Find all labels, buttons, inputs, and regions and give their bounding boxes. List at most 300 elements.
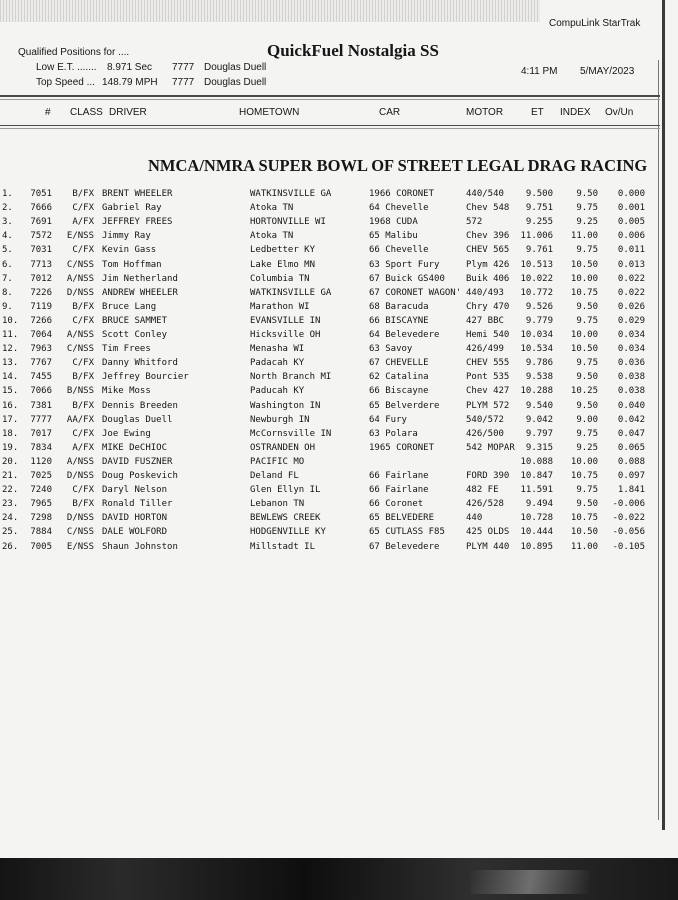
row-over-under: -0.056 xyxy=(612,527,645,538)
scan-glare xyxy=(470,870,590,894)
row-motor: CHEV 555 xyxy=(466,358,510,369)
row-position: 9. xyxy=(2,301,13,312)
row-hometown: Newburgh IN xyxy=(250,414,310,425)
row-et: 9.540 xyxy=(525,400,553,411)
row-car-number: 7066 xyxy=(30,386,52,397)
row-et: 9.315 xyxy=(525,442,553,453)
row-car-number: 7834 xyxy=(30,442,52,453)
row-car-number: 7031 xyxy=(30,245,52,256)
column-header-car: CAR xyxy=(379,107,401,118)
table-row xyxy=(0,413,660,427)
row-class: A/NSS xyxy=(66,330,94,340)
row-car-number: 7965 xyxy=(30,499,52,510)
row-car: 62 Catalina xyxy=(369,372,429,383)
row-over-under: 0.088 xyxy=(617,456,645,467)
row-motor: Chry 470 xyxy=(466,301,510,312)
row-car-number: 7012 xyxy=(30,273,52,284)
table-row xyxy=(0,286,660,300)
table-row xyxy=(0,525,660,539)
row-position: 1. xyxy=(2,189,13,199)
row-driver: Tim Frees xyxy=(102,344,151,355)
row-et: 9.255 xyxy=(525,217,553,228)
row-driver: JEFFREY FREES xyxy=(102,217,173,228)
row-index: 10.50 xyxy=(570,527,598,538)
row-car-number: 7025 xyxy=(30,471,52,481)
row-car-number: 7884 xyxy=(30,527,52,538)
row-hometown: WATKINSVILLE GA xyxy=(250,189,332,199)
row-driver: Ronald Tiller xyxy=(102,499,173,510)
row-position: 16. xyxy=(2,400,19,411)
row-driver: Bruce Lang xyxy=(102,301,157,312)
row-position: 22. xyxy=(2,485,19,496)
column-header-rule-thin xyxy=(0,128,660,129)
row-et: 9.494 xyxy=(525,499,553,510)
row-car-number: 7005 xyxy=(30,541,52,552)
row-position: 10. xyxy=(2,315,19,326)
row-index: 10.50 xyxy=(570,259,598,270)
row-et: 10.034 xyxy=(520,330,553,340)
header-rule-thin xyxy=(0,99,660,100)
row-motor: Pont 535 xyxy=(466,372,510,383)
row-motor: Plym 426 xyxy=(466,259,510,270)
row-motor: 542 MOPAR xyxy=(466,442,515,453)
row-index: 9.25 xyxy=(576,442,598,453)
row-driver: Shaun Johnston xyxy=(102,541,178,552)
row-et: 10.772 xyxy=(520,287,553,298)
row-et: 9.042 xyxy=(525,414,553,425)
row-hometown: Deland FL xyxy=(250,471,299,481)
row-car: 1965 CORONET xyxy=(369,442,435,453)
row-car: 65 BELVEDERE xyxy=(369,513,435,524)
row-motor: 426/500 xyxy=(466,428,504,439)
row-et: 10.513 xyxy=(520,259,553,270)
row-car: 65 Malibu xyxy=(369,231,418,242)
row-hometown: WATKINSVILLE GA xyxy=(250,287,332,298)
row-index: 10.25 xyxy=(570,386,598,397)
row-over-under: 0.026 xyxy=(617,301,645,312)
row-position: 21. xyxy=(2,471,19,481)
column-header-class: CLASS xyxy=(70,107,103,118)
row-et: 10.534 xyxy=(520,344,553,355)
row-over-under: 0.029 xyxy=(617,315,645,326)
row-index: 10.00 xyxy=(570,330,598,340)
row-driver: Gabriel Ray xyxy=(102,203,162,214)
row-car-number: 7381 xyxy=(30,400,52,411)
row-motor: 440/540 xyxy=(466,189,504,199)
top-speed-label: Top Speed ... xyxy=(36,77,95,88)
header-rule xyxy=(0,95,660,97)
row-driver: BRUCE SAMMET xyxy=(102,315,168,326)
row-car: 64 Belevedere xyxy=(369,330,440,340)
row-car-number: 7240 xyxy=(30,485,52,496)
row-position: 23. xyxy=(2,499,19,510)
row-car: 67 Belevedere xyxy=(369,541,440,552)
row-position: 14. xyxy=(2,372,19,383)
row-over-under: 0.065 xyxy=(617,442,645,453)
row-index: 9.00 xyxy=(576,414,598,425)
row-hometown: PACIFIC MO xyxy=(250,456,305,467)
row-car-number: 1120 xyxy=(30,456,52,467)
row-driver: Danny Whitford xyxy=(102,358,178,369)
row-car: 67 CHEVELLE xyxy=(369,358,429,369)
column-header-hometown: HOMETOWN xyxy=(239,107,300,118)
row-class: C/NSS xyxy=(66,259,94,270)
table-row xyxy=(0,258,660,272)
column-header-ovun: Ov/Un xyxy=(605,107,634,118)
row-et: 9.797 xyxy=(525,428,553,439)
row-driver: DALE WOLFORD xyxy=(102,527,168,538)
row-motor: 482 FE xyxy=(466,485,499,496)
row-position: 19. xyxy=(2,442,19,453)
row-class: D/NSS xyxy=(66,287,94,298)
row-driver: Douglas Duell xyxy=(102,414,173,425)
table-row xyxy=(0,356,660,370)
row-class: C/FX xyxy=(72,203,94,214)
row-over-under: 0.000 xyxy=(617,189,645,199)
row-driver: Jim Netherland xyxy=(102,273,178,284)
row-motor: Chev 548 xyxy=(466,203,510,214)
row-over-under: 0.034 xyxy=(617,330,645,340)
row-car: 66 Biscayne xyxy=(369,386,429,397)
row-position: 24. xyxy=(2,513,19,524)
row-motor: 427 BBC xyxy=(466,315,504,326)
row-car: 66 Fairlane xyxy=(369,471,429,481)
row-class: B/FX xyxy=(72,301,94,312)
software-brand: CompuLink StarTrak xyxy=(549,18,641,29)
low-et-value: 8.971 Sec xyxy=(107,62,153,73)
row-over-under: 0.011 xyxy=(617,245,645,256)
row-hometown: EVANSVILLE IN xyxy=(250,315,321,326)
row-class: B/FX xyxy=(72,372,94,383)
row-motor: 425 OLDS xyxy=(466,527,510,538)
table-row xyxy=(0,314,660,328)
row-over-under: -0.105 xyxy=(612,541,645,552)
row-et: 9.526 xyxy=(525,301,553,312)
row-class: D/NSS xyxy=(66,471,94,481)
row-index: 10.75 xyxy=(570,287,598,298)
row-motor: Buik 406 xyxy=(466,273,510,284)
row-driver: Tom Hoffman xyxy=(102,259,162,270)
event-title: NMCA/NMRA SUPER BOWL OF STREET LEGAL DRAG RACING xyxy=(148,156,648,175)
low-et-number: 7777 xyxy=(172,62,195,73)
row-class: E/NSS xyxy=(66,541,94,552)
row-car-number: 7064 xyxy=(30,330,52,340)
table-row xyxy=(0,243,660,257)
row-car-number: 7455 xyxy=(30,372,52,383)
row-hometown: McCornsville IN xyxy=(250,428,332,439)
row-et: 9.538 xyxy=(525,372,553,383)
table-row xyxy=(0,511,660,525)
row-position: 2. xyxy=(2,203,13,214)
row-class: A/NSS xyxy=(66,273,94,284)
row-car-number: 7226 xyxy=(30,287,52,298)
row-driver: Kevin Gass xyxy=(102,245,157,256)
row-index: 9.75 xyxy=(576,485,598,496)
row-index: 10.75 xyxy=(570,513,598,524)
row-class: E/NSS xyxy=(66,231,94,242)
row-over-under: -0.022 xyxy=(612,513,645,524)
row-car-number: 7572 xyxy=(30,231,52,242)
report-date: 5/MAY/2023 xyxy=(580,66,635,77)
table-row xyxy=(0,469,660,483)
table-row xyxy=(0,300,660,314)
row-index: 10.75 xyxy=(570,471,598,481)
row-et: 11.006 xyxy=(520,231,553,242)
row-position: 20. xyxy=(2,456,19,467)
row-index: 9.75 xyxy=(576,315,598,326)
row-hometown: Menasha WI xyxy=(250,344,305,355)
table-row xyxy=(0,540,660,554)
row-car: 66 Fairlane xyxy=(369,485,429,496)
row-index: 10.00 xyxy=(570,456,598,467)
row-driver: Daryl Nelson xyxy=(102,485,168,496)
row-car-number: 7266 xyxy=(30,315,52,326)
row-over-under: 0.013 xyxy=(617,259,645,270)
row-index: 9.75 xyxy=(576,203,598,214)
row-class: B/FX xyxy=(72,400,94,411)
row-car-number: 7051 xyxy=(30,189,52,199)
row-driver: DAVID HORTON xyxy=(102,513,168,524)
row-car-number: 7666 xyxy=(30,203,52,214)
row-driver: Doug Poskevich xyxy=(102,471,178,481)
table-row xyxy=(0,229,660,243)
row-hometown: Glen Ellyn IL xyxy=(250,485,321,496)
low-et-driver: Douglas Duell xyxy=(204,62,267,73)
row-class: C/FX xyxy=(72,428,94,439)
row-hometown: Atoka TN xyxy=(250,231,294,242)
row-car: 67 CORONET WAGON' xyxy=(369,287,462,298)
row-position: 17. xyxy=(2,414,19,425)
row-index: 11.00 xyxy=(570,231,598,242)
row-motor: Hemi 540 xyxy=(466,330,510,340)
table-row xyxy=(0,342,660,356)
row-class: B/NSS xyxy=(66,386,94,397)
row-over-under: 0.036 xyxy=(617,358,645,369)
row-hometown: Paducah KY xyxy=(250,386,305,397)
row-over-under: 0.034 xyxy=(617,344,645,355)
row-car-number: 7963 xyxy=(30,344,52,355)
row-over-under: 0.005 xyxy=(617,217,645,228)
row-motor: PLYM 440 xyxy=(466,541,510,552)
row-index: 9.50 xyxy=(576,499,598,510)
top-speed-number: 7777 xyxy=(172,77,195,88)
row-hometown: Ledbetter KY xyxy=(250,245,316,256)
row-hometown: HORTONVILLE WI xyxy=(250,217,326,228)
row-driver: Jimmy Ray xyxy=(102,231,151,242)
row-class: C/FX xyxy=(72,485,94,496)
row-et: 11.591 xyxy=(520,485,553,496)
column-header-rule xyxy=(0,125,660,126)
row-position: 13. xyxy=(2,358,19,369)
table-row xyxy=(0,201,660,215)
row-over-under: 0.038 xyxy=(617,386,645,397)
page-edge-shadow xyxy=(662,0,665,830)
table-row xyxy=(0,455,660,469)
row-car: 1968 CUDA xyxy=(369,217,418,228)
row-car: 63 Polara xyxy=(369,428,418,439)
row-motor: Chev 427 xyxy=(466,386,510,397)
row-over-under: 0.001 xyxy=(617,203,645,214)
row-car-number: 7767 xyxy=(30,358,52,369)
row-car: 66 Coronet xyxy=(369,499,424,510)
row-over-under: 0.022 xyxy=(617,273,645,284)
row-car: 63 Savoy xyxy=(369,344,413,355)
row-car: 63 Sport Fury xyxy=(369,259,440,270)
row-car: 67 Buick GS400 xyxy=(369,273,445,284)
row-hometown: North Branch MI xyxy=(250,372,332,383)
table-row xyxy=(0,427,660,441)
row-car: 65 CUTLASS F85 xyxy=(369,527,445,538)
row-over-under: 0.042 xyxy=(617,414,645,425)
row-car-number: 7777 xyxy=(30,414,52,425)
row-car-number: 7119 xyxy=(30,301,52,312)
row-motor: Chev 396 xyxy=(466,231,510,242)
row-class: B/FX xyxy=(72,189,94,199)
row-et: 9.786 xyxy=(525,358,553,369)
table-row xyxy=(0,215,660,229)
row-over-under: 0.038 xyxy=(617,372,645,383)
row-hometown: BEWLEWS CREEK xyxy=(250,513,321,524)
row-hometown: Atoka TN xyxy=(250,203,294,214)
row-driver: DAVID FUSZNER xyxy=(102,456,173,467)
row-index: 9.50 xyxy=(576,372,598,383)
row-index: 9.75 xyxy=(576,428,598,439)
table-row xyxy=(0,370,660,384)
table-row xyxy=(0,328,660,342)
row-et: 10.444 xyxy=(520,527,553,538)
row-car: 66 BISCAYNE xyxy=(369,315,429,326)
row-car: 64 Chevelle xyxy=(369,203,429,214)
row-hometown: Lake Elmo MN xyxy=(250,259,316,270)
row-index: 9.75 xyxy=(576,245,598,256)
row-motor: FORD 390 xyxy=(466,471,510,481)
row-index: 9.25 xyxy=(576,217,598,228)
table-row xyxy=(0,272,660,286)
row-over-under: 1.841 xyxy=(617,485,645,496)
row-position: 7. xyxy=(2,273,13,284)
row-driver: MIKE DeCHIOC xyxy=(102,442,168,453)
row-position: 26. xyxy=(2,541,19,552)
row-position: 12. xyxy=(2,344,19,355)
row-position: 8. xyxy=(2,287,13,298)
row-driver: Dennis Breeden xyxy=(102,400,178,411)
row-hometown: Marathon WI xyxy=(250,301,310,312)
row-hometown: Washington IN xyxy=(250,400,321,411)
row-index: 10.00 xyxy=(570,273,598,284)
row-motor: 426/528 xyxy=(466,499,504,510)
row-et: 10.022 xyxy=(520,273,553,284)
row-index: 9.50 xyxy=(576,189,598,199)
row-et: 10.847 xyxy=(520,471,553,481)
row-car-number: 7017 xyxy=(30,428,52,439)
row-et: 10.088 xyxy=(520,456,553,467)
row-class: C/FX xyxy=(72,315,94,326)
row-index: 11.00 xyxy=(570,541,598,552)
row-et: 9.500 xyxy=(525,189,553,199)
row-et: 10.728 xyxy=(520,513,553,524)
row-driver: Jeffrey Bourcier xyxy=(102,372,189,383)
column-header-index: INDEX xyxy=(560,107,591,118)
row-over-under: 0.097 xyxy=(617,471,645,481)
row-car-number: 7691 xyxy=(30,217,52,228)
row-et: 9.751 xyxy=(525,203,553,214)
row-hometown: HODGENVILLE KY xyxy=(250,527,326,538)
row-driver: BRENT WHEELER xyxy=(102,189,173,199)
row-motor: PLYM 572 xyxy=(466,400,510,411)
table-row xyxy=(0,399,660,413)
row-et: 9.761 xyxy=(525,245,553,256)
table-row xyxy=(0,384,660,398)
row-class: C/FX xyxy=(72,245,94,256)
row-hometown: Hicksville OH xyxy=(250,330,321,340)
row-hometown: Padacah KY xyxy=(250,358,305,369)
row-position: 6. xyxy=(2,259,13,270)
row-car: 64 Fury xyxy=(369,414,407,425)
row-hometown: Columbia TN xyxy=(250,273,310,284)
row-over-under: 0.022 xyxy=(617,287,645,298)
row-et: 10.895 xyxy=(520,541,553,552)
row-driver: Joe Ewing xyxy=(102,428,151,439)
row-class: A/FX xyxy=(72,442,94,453)
column-header-pos: # xyxy=(45,107,51,118)
top-speed-value: 148.79 MPH xyxy=(102,77,158,88)
row-car-number: 7713 xyxy=(30,259,52,270)
column-header-motor: MOTOR xyxy=(466,107,504,118)
row-index: 9.75 xyxy=(576,358,598,369)
row-motor: 426/499 xyxy=(466,344,504,355)
row-position: 18. xyxy=(2,428,19,439)
row-position: 3. xyxy=(2,217,13,228)
row-motor: 540/572 xyxy=(466,414,504,425)
row-hometown: OSTRANDEN OH xyxy=(250,442,316,453)
row-class: C/NSS xyxy=(66,344,94,355)
table-row xyxy=(0,187,660,201)
row-car: 68 Baracuda xyxy=(369,301,429,312)
row-class: D/NSS xyxy=(66,513,94,524)
row-hometown: Millstadt IL xyxy=(250,541,316,552)
row-class: B/FX xyxy=(72,499,94,510)
row-class: C/FX xyxy=(72,358,94,369)
page-title: QuickFuel Nostalgia SS xyxy=(267,41,439,60)
row-hometown: Lebanon TN xyxy=(250,499,305,510)
row-car: 1966 CORONET xyxy=(369,189,435,199)
row-car: 66 Chevelle xyxy=(369,245,429,256)
row-position: 25. xyxy=(2,527,19,538)
table-row xyxy=(0,483,660,497)
row-class: A/FX xyxy=(72,217,94,228)
top-speed-driver: Douglas Duell xyxy=(204,77,267,88)
row-motor: 572 xyxy=(466,217,483,228)
qualified-positions-label: Qualified Positions for .... xyxy=(18,47,130,58)
row-position: 5. xyxy=(2,245,13,256)
printer-header-band xyxy=(0,0,540,22)
row-motor: CHEV 565 xyxy=(466,245,510,256)
row-motor: 440/493 xyxy=(466,287,504,298)
report-time: 4:11 PM xyxy=(521,66,558,77)
row-driver: Scott Conley xyxy=(102,330,168,340)
row-car-number: 7298 xyxy=(30,513,52,524)
low-et-label: Low E.T. ....... xyxy=(36,62,97,73)
row-driver: ANDREW WHEELER xyxy=(102,287,178,298)
column-header-et: ET xyxy=(531,107,544,118)
row-position: 15. xyxy=(2,386,19,397)
row-index: 10.50 xyxy=(570,344,598,355)
row-driver: Mike Moss xyxy=(102,386,151,397)
row-et: 9.779 xyxy=(525,315,553,326)
row-class: AA/FX xyxy=(66,414,94,425)
table-row xyxy=(0,441,660,455)
row-over-under: 0.047 xyxy=(617,428,645,439)
